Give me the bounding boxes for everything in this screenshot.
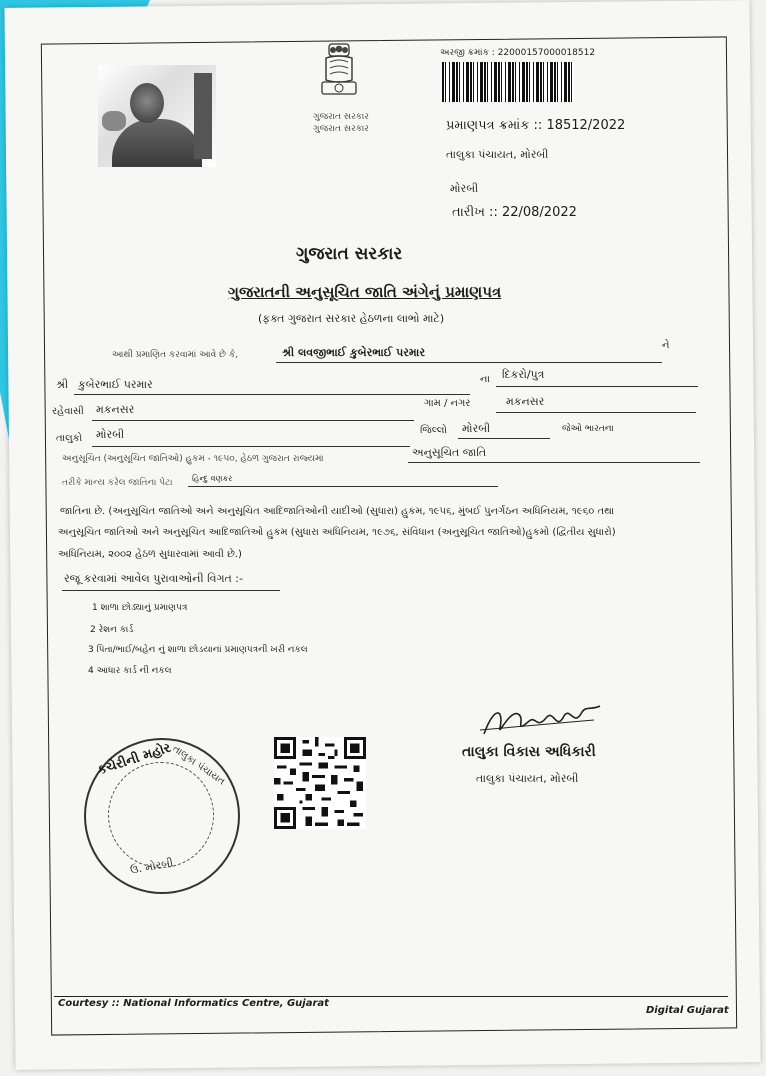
photo-shape (102, 111, 126, 131)
seal-text: કચેરીની મહોર (95, 740, 173, 779)
underline (276, 362, 662, 363)
village-label: ગામ / નગર (424, 398, 471, 409)
name-suffix: ને (662, 340, 670, 351)
legal-text-line-1: જાતિના છે. (અનુસૂચિત જાતિઓ અને અનુસૂચિત આદિજાતિઓની યાદીઓ (સુધારા) હુકમ, ૧૯૫૬, મુંબઈ પુનર્ગઠન અધિનિયમ, ૧૯૬૦ તથા (60, 506, 615, 517)
emblem-caption: ગુજરાત સરકાર (313, 112, 369, 122)
caste-order-label: અનુસૂચિત (અનુસૂચિત જાતિઓ) હુકમ - ૧૯૫૦, હેઠળ ગુજરાત રાજ્યમાં (62, 454, 324, 464)
resident-label: રહેવાસી (52, 406, 84, 417)
government-title: ગુજરાત સરકાર (296, 244, 403, 264)
application-number: અરજી ક્રમાંક : 22000157000018512 (440, 48, 596, 58)
shri-label: શ્રી (56, 378, 69, 391)
evidence-item: 1 શાળા છોડ્યાનું પ્રમાણપત્ર (92, 603, 188, 613)
underline (92, 446, 410, 447)
issue-date: તારીખ :: 22/08/2022 (452, 205, 577, 220)
underline (496, 412, 696, 413)
relation-value: દિકરો/પુત્ર (502, 368, 545, 381)
legal-text-line-2: અનુસૂચિત જાતિઓ અને અનુસૂચિત આદિજાતિઓ હુકમ (સુધારા અધિનિયમ, ૧૯૭૬, સંવિધાન (અનુસૂચિત જાતિઓ)હુકમો (દ્વિતીય સુધારો) (58, 527, 616, 538)
caste-value: અનુસૂચિત જાતિ (412, 446, 487, 459)
certificate-number: પ્રમાણપત્ર ક્રમાંક :: 18512/2022 (446, 118, 626, 133)
issue-place: મોરબી (450, 182, 479, 195)
district-value: મોરબી (462, 422, 491, 435)
officer-office: તાલુકા પંચાયત, મોરબી (476, 772, 579, 785)
seal-text-bottom: ઉ. મોરબી (129, 856, 175, 877)
issuing-office: તાલુકા પંચાયત, મોરબી (446, 148, 549, 161)
taluka-label: તાલુકો (56, 433, 83, 444)
resident-value: મકનસર (96, 403, 135, 416)
photo-body (112, 119, 202, 167)
subcaste-value: હિન્દુ વણકર (192, 474, 233, 483)
officer-title: તાલુકા વિકાસ અધિકારી (462, 744, 596, 760)
evidence-heading: રજૂ કરવામાં આવેલ પુરાવાઓની વિગત :- (64, 572, 243, 585)
village-value: મકનસર (506, 395, 545, 408)
applicant-photo (98, 65, 216, 167)
barcode (442, 62, 574, 102)
underline (458, 438, 550, 439)
underline (74, 394, 470, 395)
photo-head (130, 83, 164, 123)
evidence-item: 3 પિતા/ભાઈ/બહેન નું શાળા છોડયાનાં પ્રમાણપત્રની ખરી નકલ (88, 645, 308, 655)
certify-label: આથી પ્રમાણિત કરવામાં આવે છે કે, (112, 350, 239, 360)
evidence-item: 2 રેશન કાર્ડ (90, 625, 134, 635)
subcaste-label: તરીકે માન્ય કરેલ જાતિના પેટા (62, 478, 173, 488)
underline (188, 486, 498, 487)
underline (408, 462, 700, 463)
underline (496, 386, 698, 387)
footer-courtesy: Courtesy :: National Informatics Centre, Gujarat (58, 998, 329, 1009)
citizen-label: જેઓ ભારતના (562, 424, 614, 434)
emblem-caption-2: ગુજરાત સરકાર (313, 124, 369, 134)
taluka-value: મોરબી (96, 428, 125, 441)
father-name: કુબેરભાઈ પરમાર (78, 378, 153, 391)
officer-signature (474, 700, 604, 744)
footer-brand: Digital Gujarat (646, 1005, 729, 1016)
certificate-subtitle: (ફક્ત ગુજરાત સરકાર હેઠળના લાભો માટે) (258, 312, 445, 325)
district-label: જિલ્લો (420, 425, 447, 436)
qr-code (274, 737, 366, 829)
relation-label: ના (480, 374, 490, 385)
underline (92, 420, 414, 421)
underline (62, 590, 280, 591)
certificate-title: ગુજરાતની અનુસૂચિત જાતિ અંગેનું પ્રમાણપત્ર (228, 283, 502, 301)
legal-text-line-3: અધિનિયમ, ૨૦૦૨ હેઠળ સુધારવામાં આવી છે.) (58, 549, 242, 560)
photo-shape (194, 73, 212, 159)
seal-inner-ring (108, 762, 214, 868)
seal-text-right: તાલુકા પંચાયત (170, 743, 227, 788)
national-emblem-icon (312, 40, 366, 110)
footer-divider (54, 996, 728, 997)
evidence-item: 4 આધાર કાર્ડ ની નકલ (88, 666, 172, 676)
holder-name: શ્રી લવજીભાઈ કુબેરભાઈ પરમાર (282, 346, 426, 359)
